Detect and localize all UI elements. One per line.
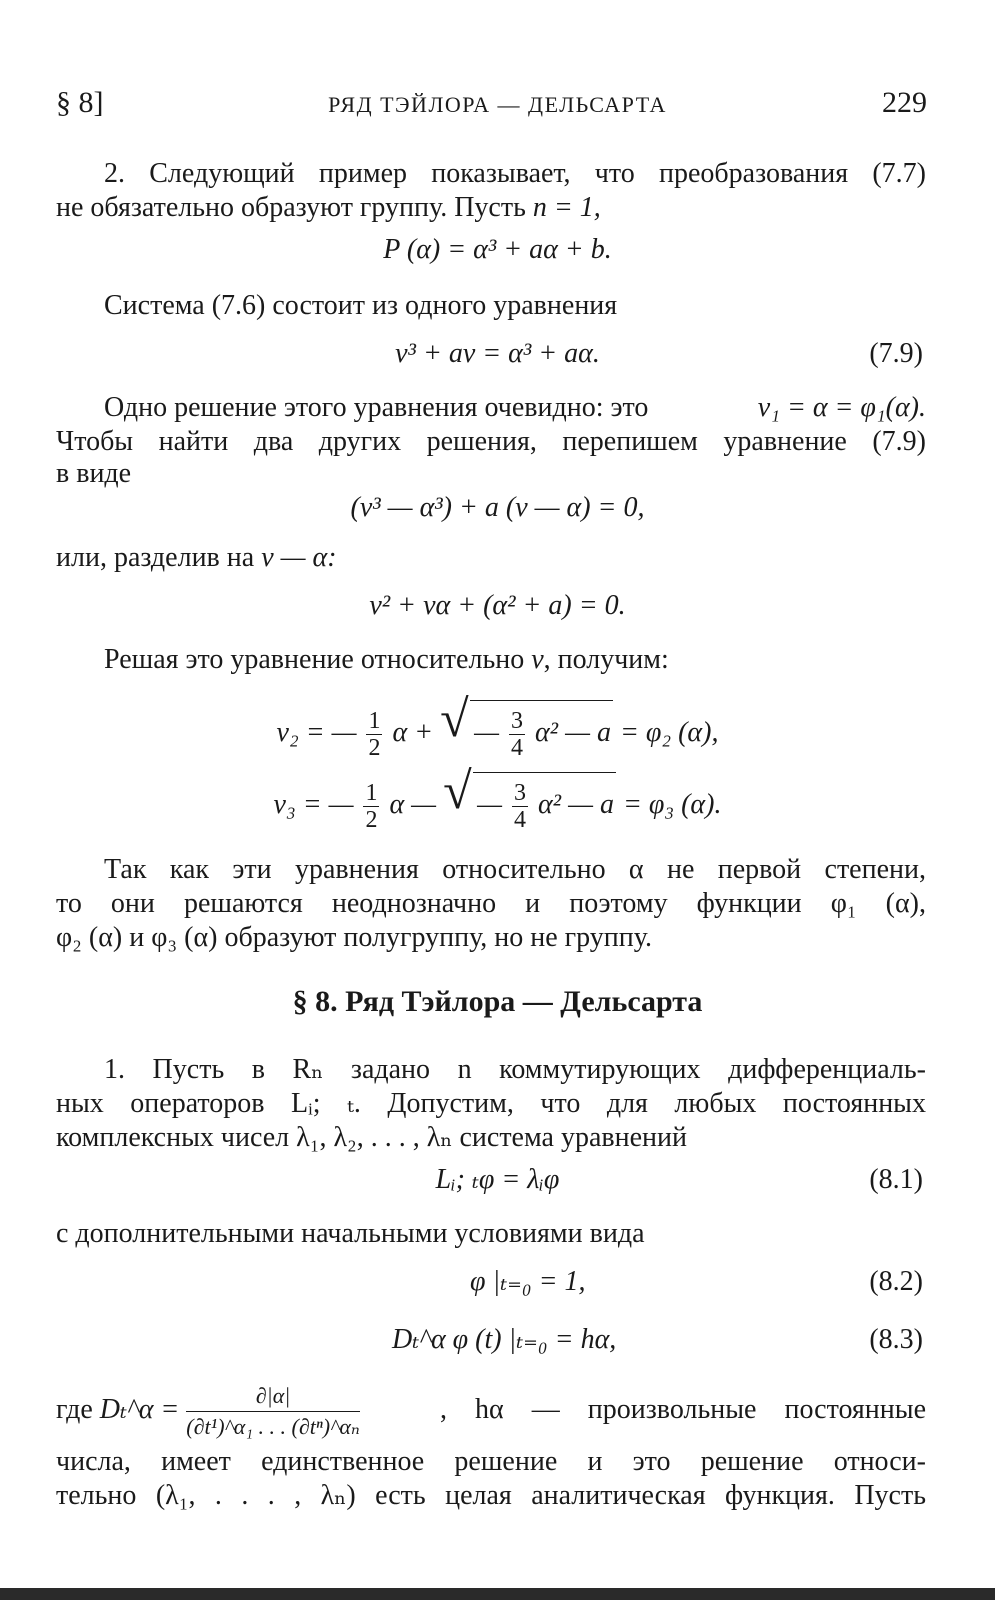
nu3-rad-frac-den: 4: [513, 807, 526, 834]
nu2-mid: α +: [392, 717, 434, 748]
para3-line1-math: ν₁ = α = φ₁(α).: [757, 392, 926, 423]
para7-line1: 1. Пусть в Rₙ задано n коммутирующих дифференциаль-: [104, 1054, 926, 1085]
equation-8-2-label: (8.2): [869, 1266, 923, 1297]
para8-text: с дополнительными начальными условиями вида: [56, 1218, 645, 1249]
equation-8-3: Dₜ^α φ (t) |ₜ₌₀ = hα,: [392, 1324, 617, 1355]
para9-line2: числа, имеет единственное решение и это решение относи-: [56, 1446, 926, 1477]
equation-7-9: ν³ + aν = α³ + aα.: [395, 338, 600, 369]
para5-text-after: , получим:: [543, 644, 669, 675]
para3-line2: Чтобы найти два других решения, перепишем уравнение (7.9): [56, 426, 926, 457]
para1-line2: [56, 190, 601, 226]
nu3-frac-den: 2: [365, 807, 378, 834]
header-running-title: РЯД ТЭЙЛОРА — ДЕЛЬСАРТА: [328, 92, 667, 117]
nu3-rad-frac-num: 3: [513, 780, 526, 807]
para6-line1: Так как эти уравнения относительно α не первой степени,: [104, 854, 926, 885]
para4-math: ν — α:: [261, 542, 337, 573]
nu2-lhs: ν₂ = —: [276, 717, 357, 748]
section-title: § 8. Ряд Тэйлора — Дельсарта: [292, 985, 703, 1018]
para2-text: Система (7.6) состоит из одного уравнения: [104, 290, 618, 321]
sqrt-icon: √: [443, 763, 472, 820]
para1-line1: 2. Следующий пример показывает, что преобразования (7.7): [104, 158, 926, 189]
equation-P: P (α) = α³ + aα + b.: [383, 234, 612, 265]
para9-frac-num: ∂|α|: [186, 1381, 360, 1412]
equation-factored: (ν³ — α³) + a (ν — α) = 0,: [350, 492, 645, 523]
page-bottom-edge: [0, 1588, 995, 1600]
header-section-ref: § 8]: [56, 86, 104, 119]
equation-8-2: φ |ₜ₌₀ = 1,: [470, 1266, 586, 1297]
para9-line1: [56, 1374, 360, 1446]
nu2-frac-num: 1: [368, 708, 381, 735]
nu2-rad-fraction: [509, 708, 525, 761]
equation-8-1-label: (8.1): [869, 1164, 923, 1195]
para9-where: где: [56, 1394, 93, 1425]
nu3-frac-num: 1: [365, 780, 378, 807]
nu3-rhs: = φ₃ (α).: [622, 789, 722, 820]
para5-text-before: Решая это уравнение относительно: [104, 644, 525, 675]
para9-lhs: Dₜ^α =: [99, 1394, 180, 1425]
para9-frac-den: (∂t¹)^α₁ . . . (∂tⁿ)^αₙ: [186, 1414, 360, 1440]
nu3-rad-fraction: [512, 780, 528, 833]
equation-nu2: [0, 691, 995, 763]
para1-line2-math: n = 1,: [532, 192, 601, 223]
nu2-rad-frac-den: 4: [510, 735, 523, 762]
para1-line2-text: не обязательно образуют группу. Пусть: [56, 192, 526, 223]
nu2-rhs: = φ₂ (α),: [619, 717, 719, 748]
para9-line3: тельно (λ₁, . . . , λₙ) есть целая аналитическая функция. Пусть: [56, 1480, 926, 1511]
para4-text: или, разделив на: [56, 542, 255, 573]
nu3-rad-tail: α² — a: [537, 789, 614, 820]
equation-8-3-label: (8.3): [869, 1324, 923, 1355]
nu2-frac-den: 2: [368, 735, 381, 762]
equation-8-1: Lᵢ; ₜφ = λᵢφ: [435, 1164, 560, 1195]
equation-nu3: [0, 763, 995, 835]
nu2-sqrt: [440, 691, 613, 763]
nu3-fraction: [363, 780, 379, 833]
para5-line: [104, 642, 669, 678]
nu3-lhs: ν₃ = —: [273, 789, 354, 820]
equation-7-9-label: (7.9): [869, 338, 923, 369]
nu2-rad-frac-num: 3: [510, 708, 523, 735]
sqrt-icon: √: [440, 691, 469, 748]
para9-after: , hα — произвольные постоянные: [440, 1394, 926, 1425]
para5-var: ν: [531, 644, 544, 675]
para6-line3: φ₂ (α) и φ₃ (α) образуют полугруппу, но не группу.: [56, 922, 652, 953]
header-page-number: 229: [882, 86, 927, 119]
nu2-fraction: [366, 708, 382, 761]
para7-line2: ных операторов Lᵢ; ₜ. Допустим, что для любых постоянных: [56, 1088, 926, 1119]
para3-line1-text: Одно решение этого уравнения очевидно: это: [104, 392, 649, 423]
nu2-radicand: — $\frac{3}{4}$ α² — a: [470, 700, 613, 763]
para7-line3: комплексных чисел λ₁, λ₂, . . . , λₙ система уравнений: [56, 1122, 687, 1153]
para6-line2: то они решаются неоднозначно и поэтому функции φ₁ (α),: [56, 888, 926, 919]
para4-line: [56, 540, 337, 576]
para3-line1: [104, 390, 926, 426]
para9-fraction: [186, 1381, 360, 1442]
nu3-mid: α —: [389, 789, 437, 820]
equation-quadratic: ν² + να + (α² + a) = 0.: [369, 590, 626, 621]
para3-line3: в виде: [56, 458, 132, 489]
nu3-sqrt: [443, 763, 616, 835]
nu2-rad-tail: α² — a: [534, 717, 611, 748]
nu3-radicand: — $\frac{3}{4}$ α² — a: [473, 772, 616, 835]
